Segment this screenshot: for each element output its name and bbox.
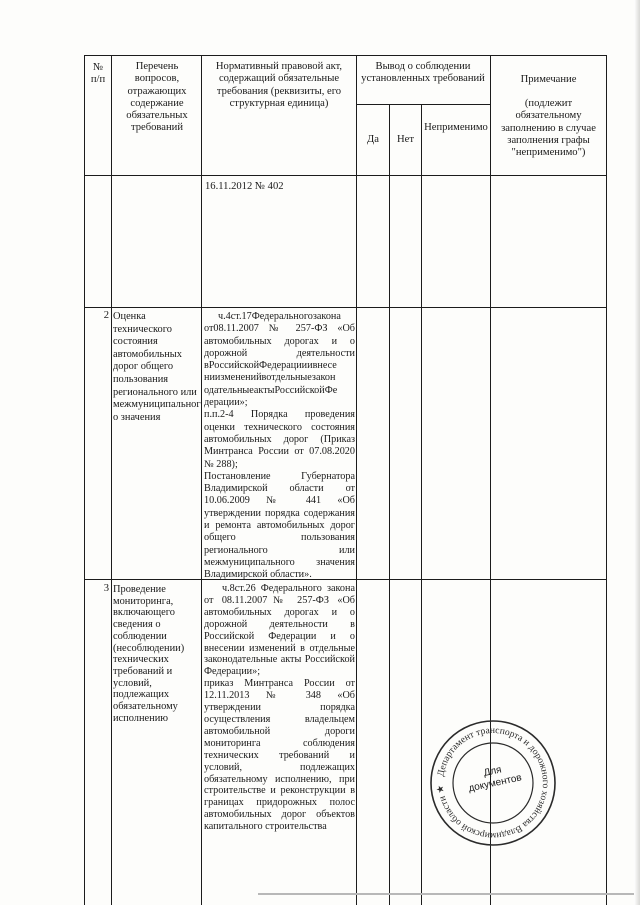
column-divider-num <box>111 55 112 905</box>
header-yes: Да <box>367 134 379 145</box>
row-2-question: Оценка технического состояния автомобильных дорог общего пользования регионального или межмуниципальног о значения <box>113 311 201 423</box>
conclusion-subheader-line <box>356 104 490 105</box>
row-1-act: 16.11.2012 № 402 <box>205 181 284 192</box>
header-normative-act: Нормативный правовой акт, содержащий обязательные требования (реквизиты, его структурная единица) <box>215 61 343 109</box>
row-divider-2 <box>84 307 607 308</box>
row-3-act: ч.8ст.26 Федерального закона от 08.11.2007№ 257-ФЗ «Об автомобильных дорогах и о дорожной деятельности в Российской Федерации и о внесении изменений в отдельные законодательные акты Российской Федерации»; приказ Минтранса России от 12.11.2013 № 348 «Об утверждении порядка осуществления владельцем автомобильной дороги мониторинга соблюдения технических требований и условий, подлежащих обязательному исполнению, при строительстве и реконструкции в границах придорожных полос автомобильных дорог объектов капитального строительства <box>204 583 355 833</box>
column-divider-act <box>356 55 357 905</box>
header-note-title: Примечание <box>520 74 577 85</box>
table-border-top <box>84 55 607 56</box>
column-divider-no <box>421 104 422 905</box>
header-bottom-line <box>84 175 607 176</box>
row-2-num: 2 <box>103 310 109 321</box>
header-question-list: Перечень вопросов, отражающих содержание обязательных требований <box>126 61 188 134</box>
row-2-act: ч.4ст.17Федеральногозакона от08.11.2007 № 257-ФЗ «Об автомобильных дорогах и о дорожной деятельности вРоссийскойФедерацииивнесе ниизмененийвотдельныезакон одательныеактыРоссийскойФе дерации»; п.п.2-4 Порядка проведения оценки технического состояния автомобильных дорог (Приказ Минтранса России от 07.08.2020 № 288); Постановление Губернатора Владимирской области от 10.06.2009 № 441 «Об утверждении порядка содержания и ремонта автомобильных дорог общего пользования регионального или межмуниципального значения Владимирской области». <box>204 311 355 581</box>
column-divider-yes <box>389 104 390 905</box>
column-divider-question <box>201 55 202 905</box>
svg-text:Департамент транспорта и дорож: Департамент транспорта и дорожного хозяйства Владимирской области ★ <box>434 724 552 842</box>
header-not-applicable: Неприменимо <box>424 122 488 133</box>
row-3-question: Проведение мониторинга, включающего сведения о соблюдении (несоблюдении) технических требований и условий, подлежащих обязательному исполнению <box>113 584 185 724</box>
scan-bottom-edge <box>258 893 634 895</box>
header-num: № п/п <box>90 62 106 86</box>
table-border-left <box>84 55 85 905</box>
row-3-num: 3 <box>103 583 109 594</box>
header-no: Нет <box>397 134 414 145</box>
header-note-body: (подлежит обязательному заполнению в случае заполнения графы "неприменимо") <box>501 98 596 159</box>
stamp-center-text: Для документов <box>467 764 523 795</box>
table-border-right <box>606 55 607 905</box>
header-conclusion: Вывод о соблюдении установленных требований <box>361 61 485 85</box>
sheet-edge-shadow <box>634 0 640 905</box>
